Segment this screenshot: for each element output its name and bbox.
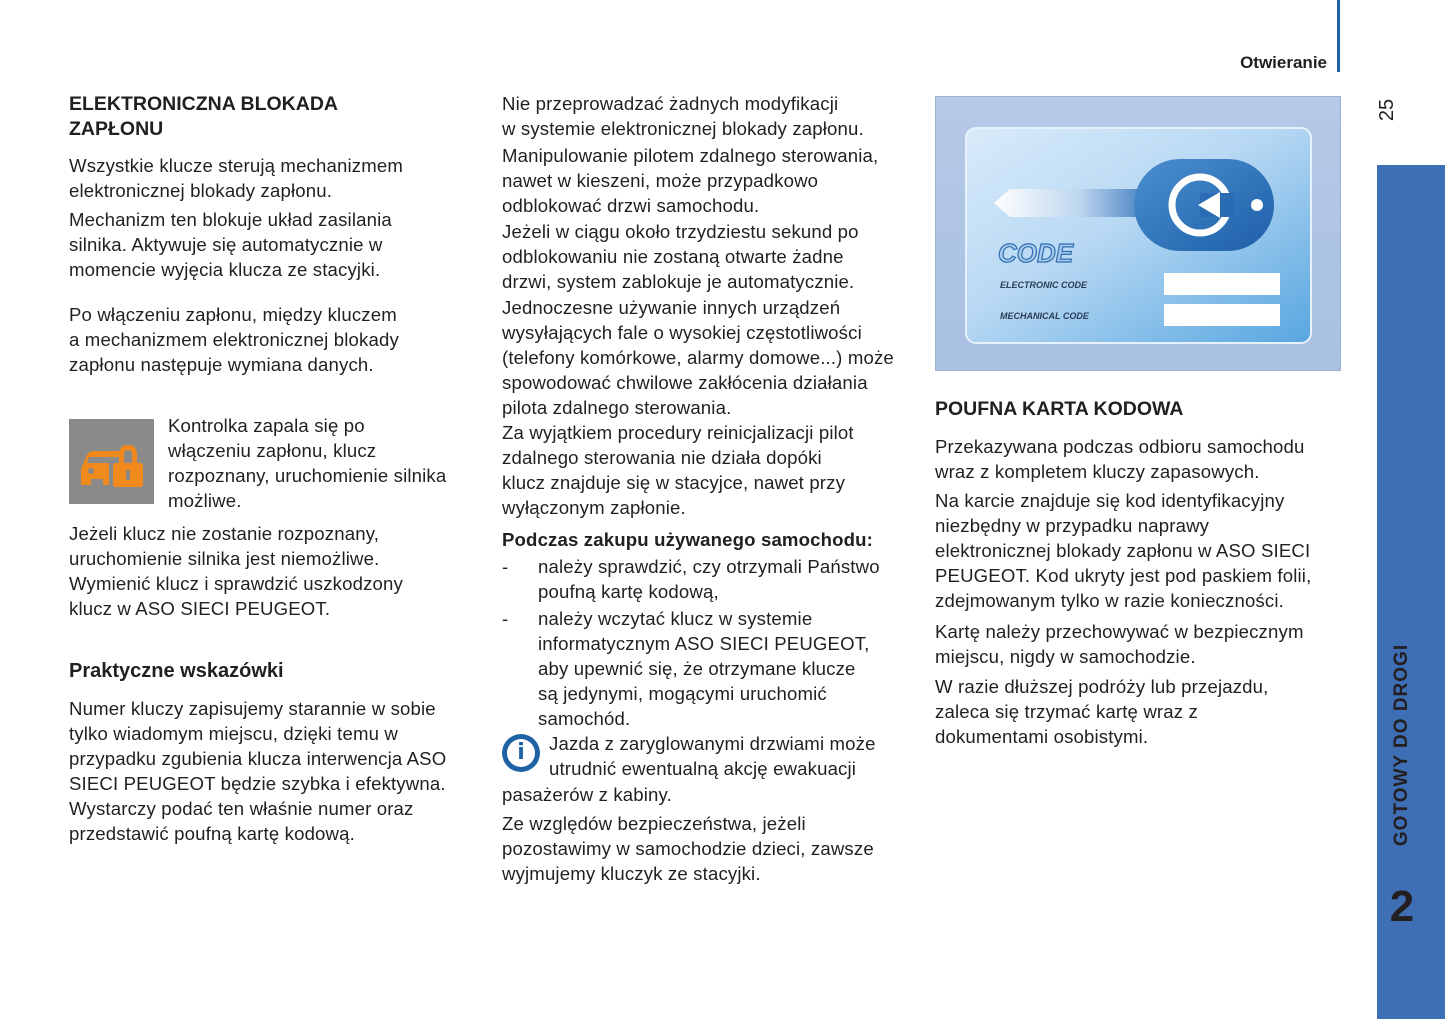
paragraph — [69, 302, 479, 377]
text-line: momencie wyjęcia klucza ze stacyjki. — [69, 259, 381, 280]
list-item — [502, 606, 912, 731]
paragraph — [935, 619, 1350, 669]
text-line: Na karcie znajduje się kod identyfikacyjny — [935, 490, 1285, 511]
text-line: tylko wiadomym miejscu, dzięki temu w — [69, 723, 398, 744]
chapter-tab-label — [1377, 600, 1427, 890]
chapter-number: 2 — [1389, 882, 1415, 931]
text-line: należy sprawdzić, czy otrzymali Państwo — [538, 556, 880, 577]
text-line: należy wczytać klucz w systemie — [538, 608, 813, 629]
paragraph — [935, 434, 1350, 484]
text-line: wysyłających fale o wysokiej częstotliwości — [502, 322, 862, 343]
paragraph — [502, 143, 912, 218]
paragraph — [502, 219, 912, 294]
text-line: Kartę należy przechowywać w bezpiecznym — [935, 621, 1304, 642]
card-mechanical-label: MECHANICAL CODE — [1000, 311, 1089, 321]
text-line: samochód. — [538, 708, 631, 729]
text-line: Ze względów bezpieczeństwa, jeżeli — [502, 813, 806, 834]
text-line: nawet w kieszeni, może przypadkowo — [502, 170, 819, 191]
text-line: Numer kluczy zapisujemy starannie w sobie — [69, 698, 436, 719]
text-line: Za wyjątkiem procedury reinicjalizacji pilot — [502, 422, 854, 443]
mechanical-code-field — [1164, 304, 1280, 326]
text-line: PEUGEOT. Kod ukryty jest pod paskiem folii, — [935, 565, 1312, 586]
text-line: W razie dłuższej podróży lub przejazdu, — [935, 676, 1269, 697]
section-title: Otwieranie — [1240, 53, 1327, 72]
paragraph — [69, 521, 479, 621]
warning-text — [168, 413, 488, 513]
text-line: Wymienić klucz i sprawdzić uszkodzony — [69, 573, 403, 594]
used-car-heading: Podczas zakupu używanego samochodu: — [502, 529, 873, 550]
immobiliser-warning-light — [69, 419, 154, 504]
text-line: a mechanizmem elektronicznej blokady — [69, 329, 399, 350]
text-line: aby upewnić się, że otrzymane klucze — [538, 658, 856, 679]
code-card-heading: POUFNA KARTA KODOWA — [935, 398, 1184, 420]
text-line: w systemie elektronicznej blokady zapłonu. — [502, 118, 864, 139]
list-dash: - — [502, 556, 509, 577]
text-line: Przekazywana podczas odbioru samochodu — [935, 436, 1305, 457]
text-line: pilota zdalnego sterowania. — [502, 397, 732, 418]
text-line: Wszystkie klucze sterują mechanizmem — [69, 155, 403, 176]
text-line: wraz z kompletem kluczy zapasowych. — [935, 461, 1260, 482]
text-line: (telefony komórkowe, alarmy domowe...) może — [502, 347, 894, 368]
text-line: wyłączonym zapłonie. — [502, 497, 686, 518]
text-line: klucz w ASO SIECI PEUGEOT. — [69, 598, 331, 619]
info-glyph: i — [517, 740, 525, 765]
paragraph — [502, 811, 912, 886]
text-line: poufną kartę kodową, — [538, 581, 719, 602]
page-number: 25 — [1376, 98, 1398, 122]
text-line: przedstawić poufną kartę kodową. — [69, 823, 355, 844]
text-line: dokumentami osobistymi. — [935, 726, 1149, 747]
text-line: elektronicznej blokady zapłonu w ASO SIECI — [935, 540, 1311, 561]
card-electronic-label: ELECTRONIC CODE — [1000, 280, 1088, 290]
practical-tips-heading: Praktyczne wskazówki — [69, 660, 284, 682]
text-line: utrudnić ewentualną akcję ewakuacji — [549, 758, 857, 779]
text-line: odblokowaniu nie zostaną otwarte żadne — [502, 246, 844, 267]
header-divider — [1337, 0, 1340, 72]
info-text — [549, 731, 919, 781]
electronic-code-field — [1164, 273, 1280, 295]
paragraph — [69, 696, 479, 846]
text-line: pozostawimy w samochodzie dzieci, zawsze — [502, 838, 874, 859]
text-line: elektronicznej blokady zapłonu. — [69, 180, 333, 201]
text-line: uruchomienie silnika jest niemożliwe. — [69, 548, 380, 569]
text-line: są jedynymi, mogącymi uruchomić — [538, 683, 827, 704]
heading-line: ELEKTRONICZNA BLOKADA — [69, 93, 339, 115]
immobiliser-heading — [69, 92, 479, 142]
text-line: przypadku zgubienia klucza interwencja ASO — [69, 748, 447, 769]
code-card-illustration — [935, 96, 1341, 371]
text-line: odblokować drzwi samochodu. — [502, 195, 760, 216]
text-line: Mechanizm ten blokuje układ zasilania — [69, 209, 392, 230]
text-line: Manipulowanie pilotem zdalnego sterowania, — [502, 145, 879, 166]
paragraph — [502, 295, 922, 420]
text-line: silnika. Aktywuje się automatycznie w — [69, 234, 383, 255]
paragraph — [69, 207, 479, 282]
text-line: Jednoczesne używanie innych urządzeń — [502, 297, 841, 318]
text-line: Nie przeprowadzać żadnych modyfikacji — [502, 93, 839, 114]
text-line: rozpoznany, uruchomienie silnika — [168, 465, 447, 486]
text-line: Jeżeli w ciągu około trzydziestu sekund po — [502, 221, 859, 242]
code-card-graphic — [936, 97, 1340, 370]
heading-line: ZAPŁONU — [69, 118, 164, 140]
text-line: niezbędny w przypadku naprawy — [935, 515, 1210, 536]
text-line: zdejmowanym tylko w razie konieczności. — [935, 590, 1284, 611]
chapter-label-text: GOTOWY DO DROGI — [1391, 643, 1412, 847]
text-line: zdalnego sterowania nie działa dopóki — [502, 447, 822, 468]
text-line: SIECI PEUGEOT będzie szybka i efektywna. — [69, 773, 446, 794]
info-text-continued: pasażerów z kabiny. — [502, 784, 672, 805]
text-line: włączeniu zapłonu, klucz — [168, 440, 377, 461]
paragraph — [935, 488, 1350, 613]
text-line: Wystarczy podać ten właśnie numer oraz — [69, 798, 414, 819]
paragraph — [69, 153, 479, 203]
text-line: klucz znajduje się w stacyjce, nawet przy — [502, 472, 846, 493]
text-line: wyjmujemy kluczyk ze stacyjki. — [502, 863, 761, 884]
text-line: informatycznym ASO SIECI PEUGEOT, — [538, 633, 870, 654]
card-code-title: CODE — [998, 238, 1074, 268]
text-line: możliwe. — [168, 490, 242, 511]
paragraph — [935, 674, 1350, 749]
list-item — [502, 554, 912, 604]
paragraph — [502, 91, 912, 141]
text-line: Kontrolka zapala się po — [168, 415, 365, 436]
text-line: miejscu, nigdy w samochodzie. — [935, 646, 1196, 667]
text-line: drzwi, system zablokuje je automatycznie. — [502, 271, 855, 292]
text-line: Jeżeli klucz nie zostanie rozpoznany, — [69, 523, 380, 544]
list-dash: - — [502, 608, 509, 629]
text-line: Jazda z zaryglowanymi drzwiami może — [549, 733, 876, 754]
text-line: zaleca się trzymać kartę wraz z — [935, 701, 1198, 722]
text-line: spowodować chwilowe zakłócenia działania — [502, 372, 868, 393]
text-line: zapłonu następuje wymiana danych. — [69, 354, 374, 375]
text-line: Po włączeniu zapłonu, między kluczem — [69, 304, 397, 325]
paragraph — [502, 420, 912, 520]
car-lock-icon — [69, 419, 154, 504]
info-icon — [502, 734, 540, 772]
